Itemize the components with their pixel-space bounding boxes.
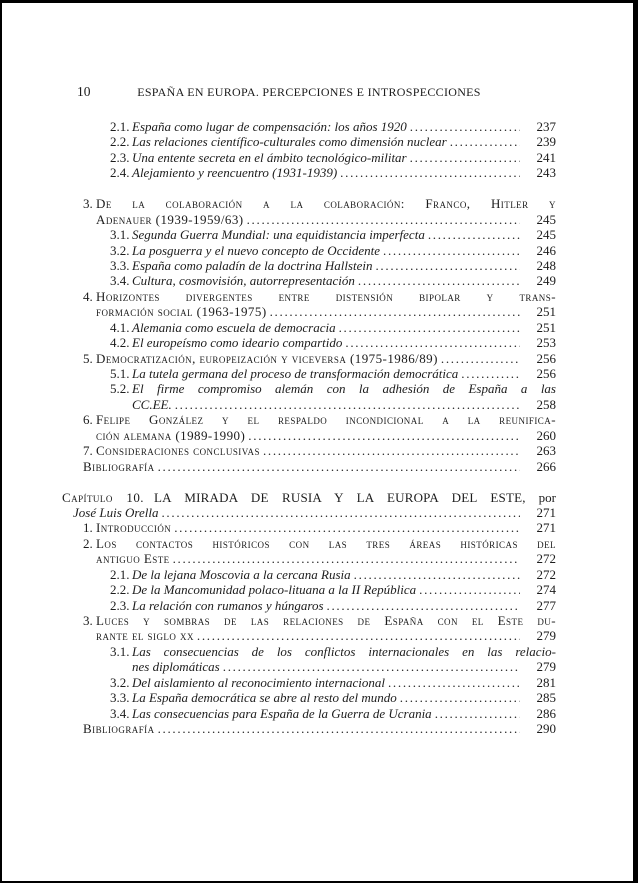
toc-line: [62, 412, 556, 427]
entry-title-segment: Democratización, europeización y viceversa (1975-1986/89): [96, 350, 438, 366]
entry-number: 5.: [83, 350, 93, 366]
entry-page-number: 243: [536, 165, 556, 181]
dot-leader: [410, 119, 520, 134]
entry-page-number: 260: [536, 427, 556, 443]
dot-leader: [223, 659, 520, 674]
entry-page-number: 237: [536, 119, 556, 134]
entry-title-segment: Consideraciones conclusivas: [96, 443, 260, 459]
entry-title: [96, 443, 260, 458]
entry-title: [96, 304, 267, 319]
toc-line: [62, 582, 556, 597]
entry-title-segment: Alejamiento y reencuentro (1931-1939): [132, 165, 338, 181]
toc-line: [62, 644, 556, 659]
entry-title-segment: ción alemana (1989-1990): [96, 427, 246, 443]
toc-line: [62, 366, 556, 381]
entry-title: [132, 165, 337, 180]
entry-page-number: 239: [536, 134, 556, 150]
toc-line: [62, 119, 556, 134]
dot-leader: [428, 227, 520, 242]
entry-title: [96, 351, 438, 366]
toc-line: [62, 536, 556, 551]
entry-title-segment: Adenauer (1939-1959/63): [96, 211, 244, 227]
dot-leader: [174, 520, 520, 535]
entry-title-segment: Segunda Guerra Mundial: una equidistancia imperfecta: [132, 227, 425, 243]
entry-title-segment: De la Mancomunidad polaco-lituana a la II República: [132, 582, 417, 598]
dot-leader: [158, 721, 520, 736]
entry-page-number: 263: [536, 443, 556, 459]
toc-line: [62, 598, 556, 613]
toc-line: [62, 289, 556, 304]
toc-line: [62, 134, 556, 149]
entry-title: [132, 335, 342, 350]
entry-title-segment: Las consecuencias para España de la Guerra de Ucrania: [132, 705, 432, 721]
running-header: [62, 84, 556, 101]
running-header-title: ESPAÑA EN EUROPA. PERCEPCIONES E INTROSPECCIONES: [137, 85, 481, 99]
entry-page-number: 281: [536, 674, 556, 690]
toc-line: [62, 212, 556, 227]
entry-page-number: 245: [536, 227, 556, 243]
dot-leader: [354, 567, 520, 582]
toc-line: [62, 243, 556, 258]
entry-title: [96, 613, 556, 628]
entry-number: 2.3.: [110, 149, 130, 165]
entry-number: 7.: [83, 443, 93, 459]
dot-leader: [410, 150, 520, 165]
entry-title-segment: La posguerra y el nuevo concepto de Occidente: [132, 242, 381, 258]
entry-page-number: 285: [536, 690, 556, 706]
dot-leader: [345, 335, 520, 350]
entry-page-number: 290: [536, 721, 556, 737]
entry-title-segment: antiguo Este: [96, 551, 170, 567]
entry-title-segment: Bibliografía: [83, 458, 155, 474]
entry-title-segment: rante el siglo xx: [96, 628, 194, 644]
entry-title: [132, 690, 397, 705]
entry-title: [132, 119, 407, 134]
toc-line: [62, 258, 556, 273]
toc-line: [62, 628, 556, 643]
entry-title: [96, 551, 170, 566]
dot-leader: [173, 551, 520, 566]
entry-title-segment: El europeísmo como ideario compartido: [132, 335, 343, 351]
dot-leader: [247, 212, 520, 227]
dot-leader: [340, 165, 520, 180]
entry-title-segment: Introducción: [96, 520, 172, 536]
entry-title-segment: Cultura, cosmovisión, autorrepresentación: [132, 273, 355, 289]
entry-number: 3.1.: [110, 643, 130, 659]
toc-line: [62, 613, 556, 628]
entry-title: [132, 598, 324, 613]
entry-title-segment: La relación con rumanos y húngaros: [132, 597, 324, 613]
entry-title: [83, 721, 155, 736]
entry-number: 5.2.: [110, 381, 130, 397]
entry-page-number: 253: [536, 335, 556, 351]
entry-title-segment: España como lugar de compensación: los años 1920: [132, 119, 407, 134]
entry-title-segment: Horizontes divergentes entre distensión bipolar y trans-: [96, 288, 556, 304]
entry-title: [132, 273, 355, 288]
entry-title: [83, 459, 155, 474]
entry-page-number: 271: [536, 520, 556, 536]
entry-number: 3.: [83, 613, 93, 628]
entry-number: 3.2.: [110, 242, 130, 258]
dot-leader: [419, 582, 520, 597]
toc-line: [62, 381, 556, 396]
dot-leader: [375, 258, 520, 273]
entry-page-number: 251: [536, 319, 556, 335]
dot-leader: [461, 366, 520, 381]
toc-line: [62, 320, 556, 335]
entry-title: [132, 659, 220, 674]
entry-page-number: 272: [536, 566, 556, 582]
entry-title: [96, 212, 244, 227]
entry-title: [132, 320, 336, 335]
entry-title: [62, 490, 556, 505]
table-of-contents: [62, 119, 556, 737]
entry-title: [132, 227, 425, 242]
entry-number: 2.1.: [110, 119, 130, 134]
entry-page-number: 279: [536, 659, 556, 675]
toc-line: [62, 551, 556, 566]
toc-line: [62, 443, 556, 458]
entry-page-number: 274: [536, 582, 556, 598]
entry-title-segment: Una entente secreta en el ámbito tecnológico-militar: [132, 149, 407, 165]
toc-line: [62, 675, 556, 690]
toc-line: [62, 690, 556, 705]
entry-number: 2.1.: [110, 566, 130, 582]
dot-leader: [339, 320, 520, 335]
toc-line: [62, 196, 556, 211]
entry-number: 3.4.: [110, 705, 130, 721]
entry-number: 6.: [83, 412, 93, 428]
toc-line: [62, 273, 556, 288]
entry-title: [132, 381, 556, 396]
entry-page-number: 241: [536, 149, 556, 165]
toc-line: [62, 567, 556, 582]
toc-line: [62, 397, 556, 412]
entry-title: [132, 258, 372, 273]
entry-title: [96, 412, 556, 427]
toc-line: [62, 659, 556, 674]
entry-title-segment: formación social (1963-1975): [96, 304, 267, 320]
entry-title-segment: Alemania como escuela de democracia: [132, 319, 336, 335]
toc-line: [62, 520, 556, 535]
dot-leader: [263, 443, 520, 458]
toc-line: [62, 721, 556, 736]
entry-page-number: 277: [536, 597, 556, 613]
dot-leader: [197, 628, 520, 643]
toc-line: [62, 490, 556, 505]
entry-title: [132, 582, 416, 597]
entry-title-segment: , por: [522, 489, 556, 505]
entry-title-segment: Bibliografía: [83, 721, 155, 737]
entry-page-number: 279: [536, 628, 556, 644]
entry-title-segment: España como paladín de la doctrina Hallstein: [132, 257, 373, 273]
toc-line: [62, 459, 556, 474]
entry-title-segment: De la colaboración a la colaboración: Franco, Hitler y: [96, 196, 556, 212]
entry-number: 4.2.: [110, 335, 130, 351]
toc-line: [62, 351, 556, 366]
dot-leader: [435, 706, 520, 721]
entry-title-segment: LA MIRADA DE RUSIA Y LA EUROPA DEL ESTE: [153, 489, 523, 505]
entry-title-segment: Del aislamiento al reconocimiento internacional: [132, 674, 385, 690]
entry-title-segment: Las relaciones científico-culturales como dimensión nuclear: [132, 134, 447, 150]
entry-page-number: 256: [536, 350, 556, 366]
toc-line: [62, 227, 556, 242]
page-number: 10: [77, 84, 91, 99]
entry-page-number: 258: [536, 396, 556, 412]
toc-line: [62, 706, 556, 721]
dot-leader: [383, 243, 520, 258]
entry-title-segment: Felipe González y el respaldo incondicional a la reunifica-: [96, 412, 556, 428]
entry-page-number: 272: [536, 551, 556, 567]
entry-page-number: 271: [536, 504, 556, 520]
entry-title: [96, 428, 245, 443]
entry-number: 1.: [83, 520, 93, 536]
entry-title: [132, 150, 407, 165]
entry-number: 2.2.: [110, 134, 130, 150]
toc-line: [62, 165, 556, 180]
entry-title-segment: José Luis Orella: [73, 504, 159, 520]
entry-title: [132, 397, 172, 412]
entry-title: [96, 289, 556, 304]
entry-title-segment: La tutela germana del proceso de transformación democrática: [132, 366, 459, 381]
entry-number: 5.1.: [110, 366, 130, 381]
entry-title-segment: CC.EE.: [132, 396, 172, 412]
entry-title-segment: El firme compromiso alemán con la adhesión de España a las: [132, 381, 556, 397]
entry-title-segment: Capítulo 10.: [62, 489, 144, 505]
toc-line: [62, 428, 556, 443]
entry-number: 2.: [83, 535, 93, 551]
entry-number: 3.: [83, 196, 93, 212]
entry-title-segment: Luces y sombras de las relaciones de España con el Este du-: [96, 613, 556, 628]
entry-title: [132, 134, 447, 149]
dot-leader: [441, 351, 520, 366]
entry-title-segment: Las consecuencias de los conflictos internacionales en las relacio-: [132, 643, 556, 659]
entry-number: 2.4.: [110, 165, 130, 181]
entry-title-segment: nes diplomáticas: [132, 659, 220, 675]
entry-title: [132, 366, 458, 381]
dot-leader: [327, 598, 520, 613]
dot-leader: [400, 690, 520, 705]
entry-number: 2.2.: [110, 582, 130, 598]
entry-number: 3.3.: [110, 257, 130, 273]
entry-page-number: 249: [536, 273, 556, 289]
toc-line: [62, 335, 556, 350]
dot-leader: [248, 428, 520, 443]
entry-page-number: 246: [536, 242, 556, 258]
entry-title: [132, 706, 432, 721]
entry-title: [132, 675, 385, 690]
entry-title: [96, 196, 556, 211]
entry-title: [96, 628, 194, 643]
book-page: [2, 3, 633, 881]
entry-page-number: 286: [536, 705, 556, 721]
entry-number: 4.1.: [110, 319, 130, 335]
entry-page-number: 248: [536, 257, 556, 273]
dot-leader: [450, 134, 520, 149]
entry-title: [73, 505, 158, 520]
entry-title-segment: Los contactos históricos con las tres áreas históricas del: [96, 535, 556, 551]
entry-page-number: 251: [536, 304, 556, 320]
toc-line: [62, 150, 556, 165]
toc-line: [62, 304, 556, 319]
entry-title-segment: La España democrática se abre al resto del mundo: [132, 690, 397, 706]
entry-title: [96, 520, 171, 535]
dot-leader: [358, 273, 520, 288]
dot-leader: [270, 304, 520, 319]
entry-title: [132, 567, 351, 582]
entry-title: [132, 644, 556, 659]
entry-page-number: 266: [536, 458, 556, 474]
entry-number: 2.3.: [110, 597, 130, 613]
entry-number: 3.4.: [110, 273, 130, 289]
dot-leader: [161, 505, 520, 520]
entry-title: [96, 536, 556, 551]
entry-title: [132, 243, 380, 258]
dot-leader: [158, 459, 520, 474]
dot-leader: [175, 397, 520, 412]
entry-number: 3.1.: [110, 227, 130, 243]
entry-number: 3.3.: [110, 690, 130, 706]
toc-line: [62, 505, 556, 520]
dot-leader: [388, 675, 520, 690]
entry-number: 4.: [83, 288, 93, 304]
entry-page-number: 256: [536, 366, 556, 381]
entry-number: 3.2.: [110, 674, 130, 690]
entry-page-number: 245: [536, 211, 556, 227]
entry-title-segment: De la lejana Moscovia a la cercana Rusia: [132, 566, 351, 582]
